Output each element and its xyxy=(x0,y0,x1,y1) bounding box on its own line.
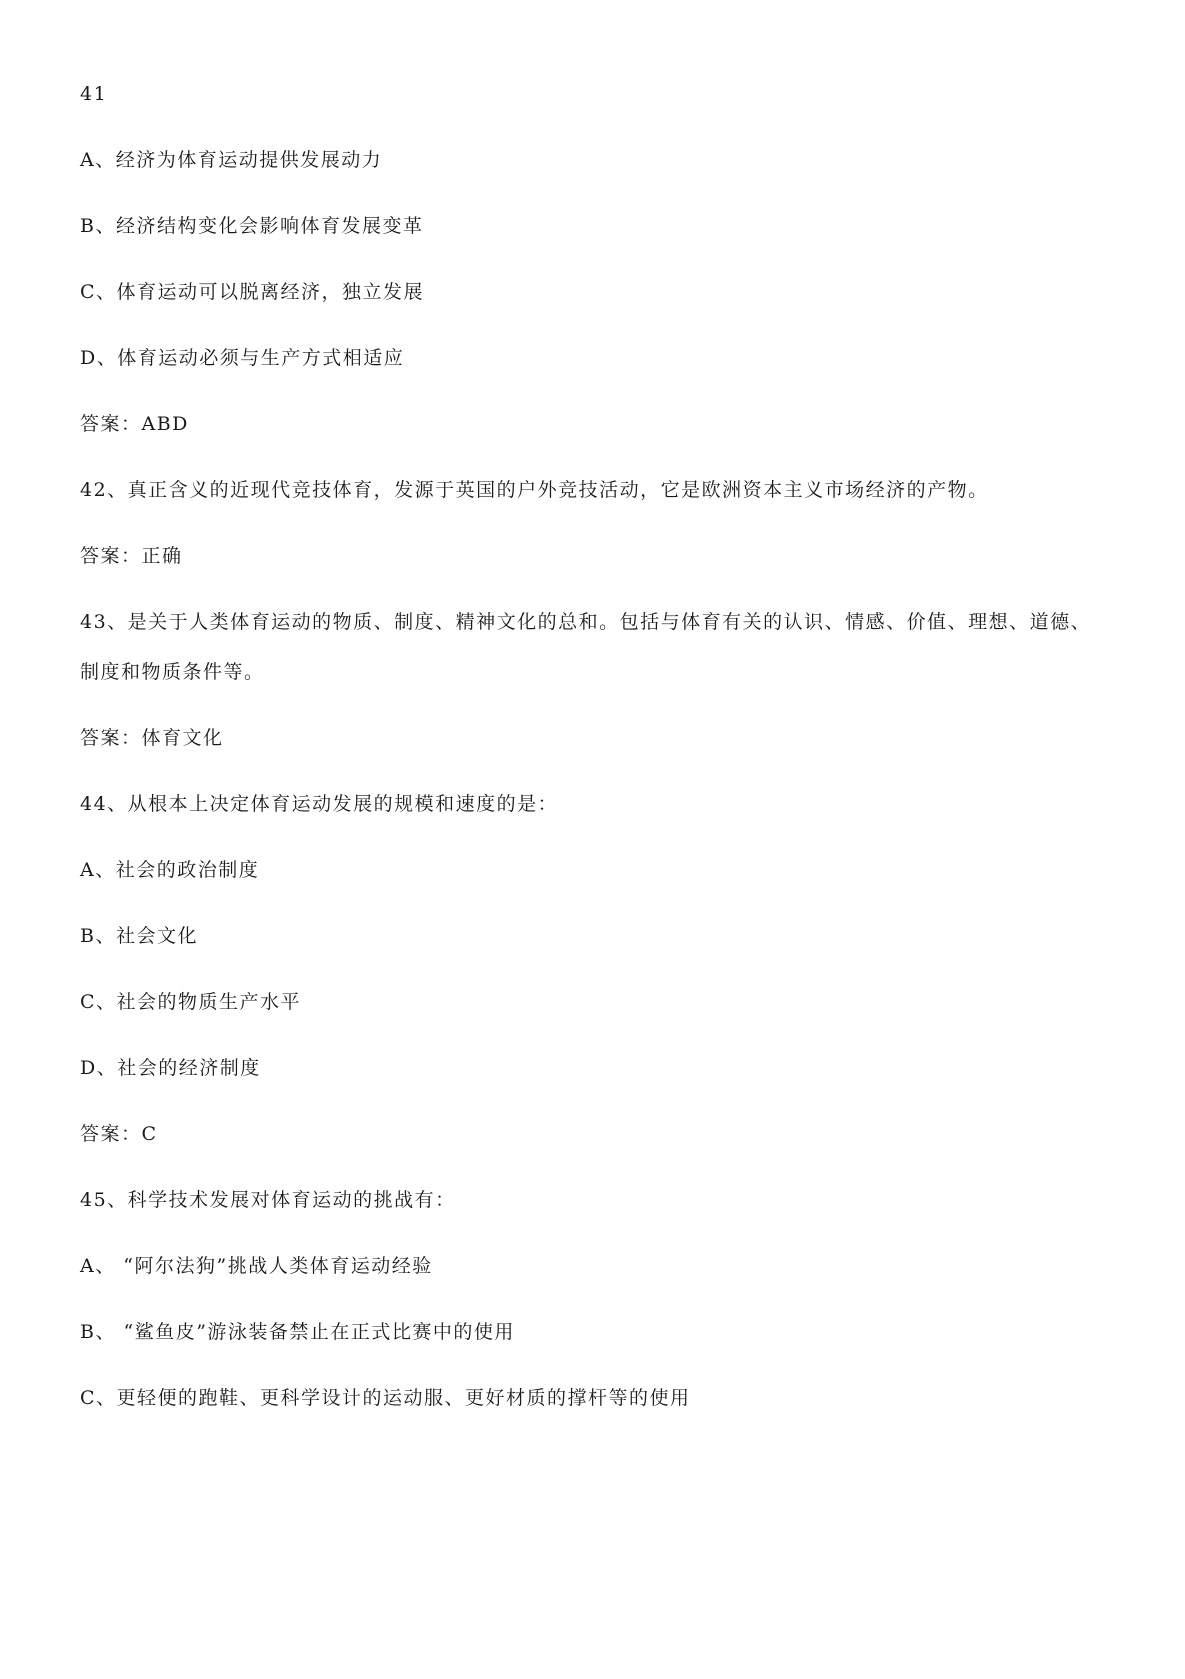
question-43-line-2: 制度和物质条件等。 xyxy=(80,661,265,683)
q44-answer: 答案：C xyxy=(80,1123,158,1145)
q43-answer: 答案：体育文化 xyxy=(80,727,224,749)
q44-option-d: D、社会的经济制度 xyxy=(80,1057,261,1079)
question-42: 42、真正含义的近现代竞技体育，发源于英国的户外竞技活动，它是欧洲资本主义市场经济的产物。 xyxy=(80,479,989,501)
q41-option-a: A、经济为体育运动提供发展动力 xyxy=(80,149,383,171)
q44-option-c: C、社会的物质生产水平 xyxy=(80,991,302,1013)
q41-answer: 答案：ABD xyxy=(80,413,189,435)
question-44: 44、从根本上决定体育运动发展的规模和速度的是： xyxy=(80,793,559,815)
q45-option-a: A、 “阿尔法狗”挑战人类体育运动经验 xyxy=(80,1255,433,1277)
q45-option-c: C、更轻便的跑鞋、更科学设计的运动服、更好材质的撑杆等的使用 xyxy=(80,1387,691,1409)
question-45: 45、科学技术发展对体育运动的挑战有： xyxy=(80,1189,456,1211)
q44-option-a: A、社会的政治制度 xyxy=(80,859,260,881)
q44-option-b: B、社会文化 xyxy=(80,925,198,947)
q41-option-d: D、体育运动必须与生产方式相适应 xyxy=(80,347,405,369)
question-41-number: 41 xyxy=(80,83,108,105)
q45-option-b: B、 “鲨鱼皮”游泳装备禁止在正式比赛中的使用 xyxy=(80,1321,515,1343)
question-43-line-1: 43、是关于人类体育运动的物质、制度、精神文化的总和。包括与体育有关的认识、情感、价值、理想、道德、 xyxy=(80,611,1092,633)
q41-option-b: B、经济结构变化会影响体育发展变革 xyxy=(80,215,424,237)
q41-option-c: C、体育运动可以脱离经济，独立发展 xyxy=(80,281,425,303)
q42-answer: 答案：正确 xyxy=(80,545,183,567)
